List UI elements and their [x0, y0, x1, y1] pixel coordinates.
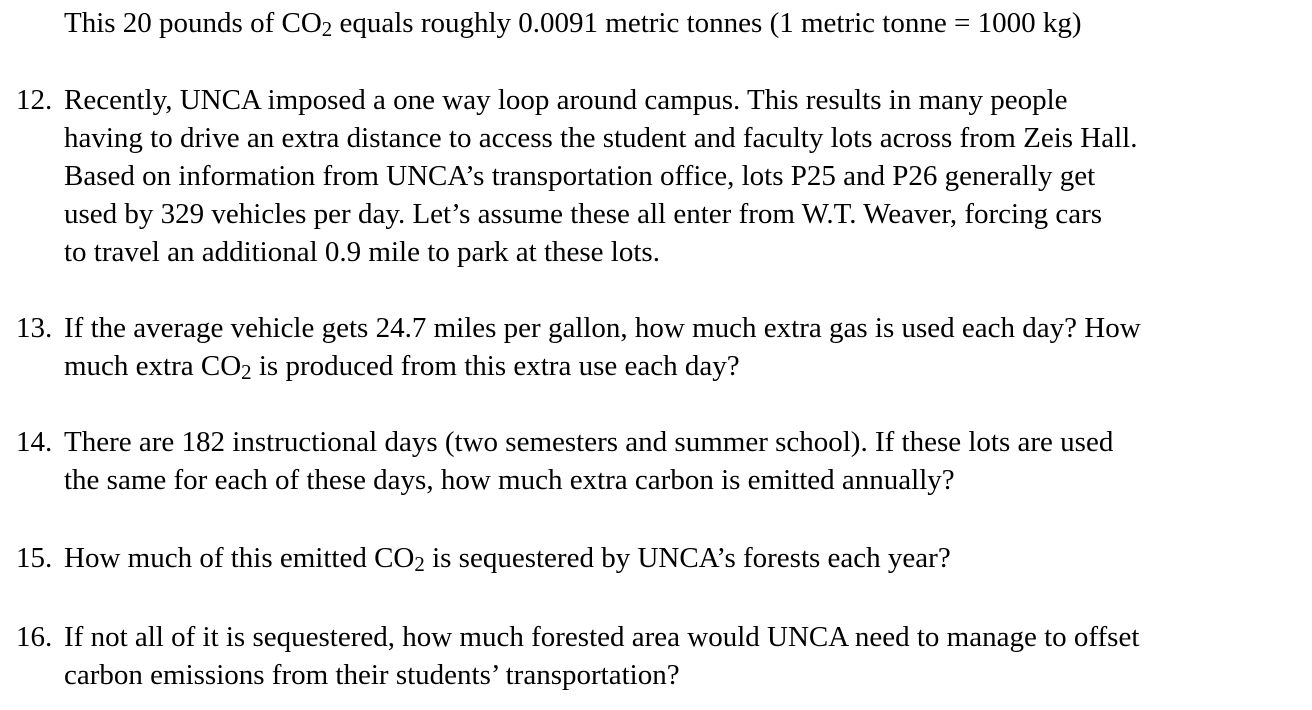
question-line: There are 182 instructional days (two semesters and summer school). If these lots are used — [64, 426, 1114, 458]
question-text — [64, 618, 1306, 694]
question-12 — [16, 81, 1306, 271]
question-text — [64, 539, 1306, 577]
question-line: If the average vehicle gets 24.7 miles per gallon, how much extra gas is used each day? How — [64, 312, 1141, 344]
question-text — [64, 81, 1306, 271]
question-line: much extra CO2 is produced from this extra use each day? — [64, 350, 740, 384]
question-14 — [16, 423, 1306, 499]
question-number: 14. — [16, 426, 53, 458]
question-line: How much of this emitted CO2 is sequestered by UNCA’s forests each year? — [64, 542, 951, 576]
question-text — [64, 309, 1306, 385]
question-line: used by 329 vehicles per day. Let’s assume these all enter from W.T. Weaver, forcing cars — [64, 198, 1103, 230]
question-number: 16. — [16, 621, 53, 653]
question-number: 15. — [16, 542, 53, 574]
question-line: Recently, UNCA imposed a one way loop around campus. This results in many people — [64, 84, 1068, 116]
question-line: the same for each of these days, how much extra carbon is emitted annually? — [64, 464, 955, 496]
question-number: 13. — [16, 312, 53, 344]
question-line: to travel an additional 0.9 mile to park at these lots. — [64, 236, 660, 268]
question-text — [64, 423, 1306, 499]
question-line: carbon emissions from their students’ transportation? — [64, 659, 680, 691]
question-line: If not all of it is sequestered, how much forested area would UNCA need to manage to offset — [64, 621, 1140, 653]
intro-sentence: This 20 pounds of CO2 equals roughly 0.0091 metric tonnes (1 metric tonne = 1000 kg) — [64, 7, 1082, 41]
question-number: 12. — [16, 84, 53, 116]
question-15 — [16, 539, 1306, 577]
question-13 — [16, 309, 1306, 385]
question-line: Based on information from UNCA’s transportation office, lots P25 and P26 generally get — [64, 160, 1096, 192]
question-line: having to drive an extra distance to access the student and faculty lots across from Zeis Hall. — [64, 122, 1138, 154]
question-16 — [16, 618, 1306, 694]
